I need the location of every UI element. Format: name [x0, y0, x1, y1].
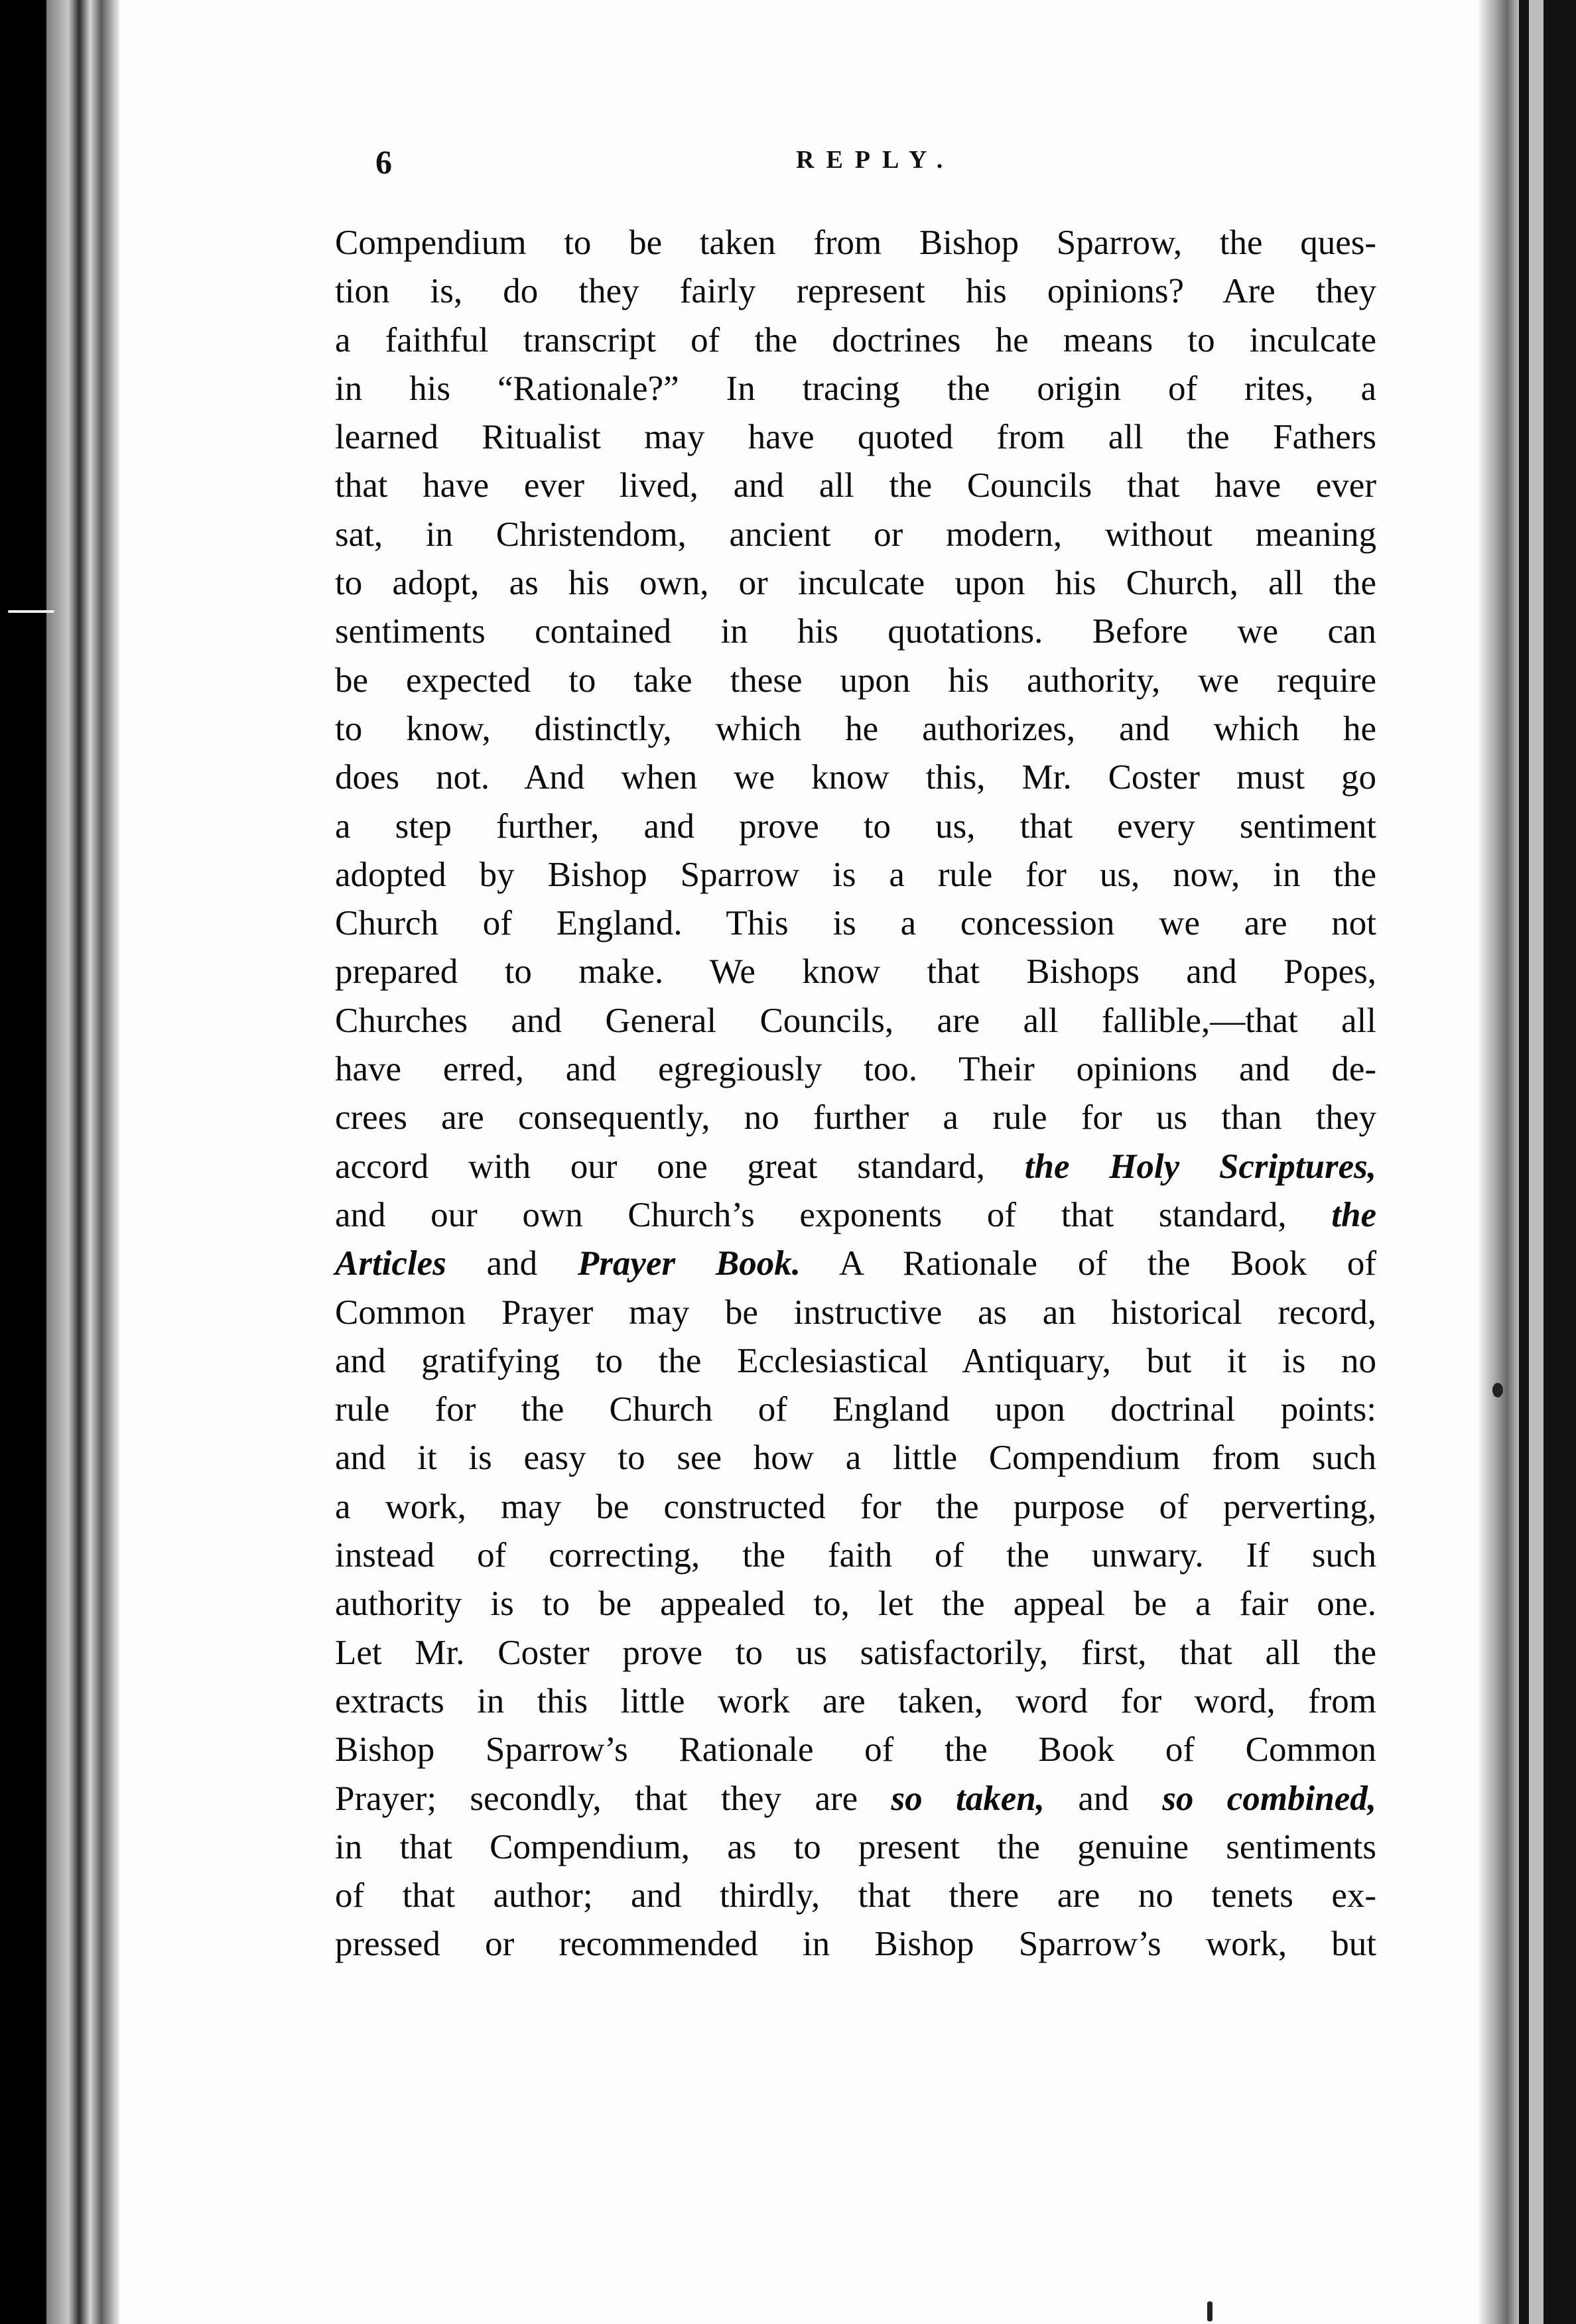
text-line-mixed	[335, 1240, 1376, 1288]
scan-left-shadow	[46, 0, 119, 2324]
text-run: and	[1078, 1779, 1129, 1818]
text-line: and it is easy to see how a little Compendium from such	[335, 1439, 1376, 1478]
running-title: REPLY.	[796, 146, 955, 174]
text-line: sentiments contained in his quotations. Before we can	[335, 612, 1376, 651]
text-line: instead of correcting, the faith of the unwary. If such	[335, 1536, 1376, 1575]
text-line: to know, distinctly, which he authorizes, and which he	[335, 709, 1376, 748]
text-line: a work, may be constructed for the purpose of perverting,	[335, 1487, 1376, 1526]
text-run: and	[486, 1244, 538, 1283]
text-line: a faithful transcript of the doctrines he means to inculcate	[335, 320, 1376, 359]
text-line-mixed	[335, 1191, 1376, 1240]
italic-run: so combined,	[1162, 1779, 1376, 1818]
text-line: Churches and General Councils, are all fallible,—that all	[335, 1001, 1376, 1040]
text-run: Prayer; secondly, that they are	[335, 1779, 858, 1818]
italic-run: so taken,	[891, 1779, 1045, 1818]
text-line: Let Mr. Coster prove to us satisfactorily, first, that all the	[335, 1633, 1376, 1672]
text-line: learned Ritualist may have quoted from all the Fathers	[335, 418, 1376, 457]
running-head	[252, 143, 1366, 189]
text-line: in his “Rationale?” In tracing the origin of rites, a	[335, 369, 1376, 408]
text-line: rule for the Church of England upon doctrinal points:	[335, 1390, 1376, 1429]
dust-speck	[8, 610, 54, 613]
text-run: accord with our one great standard,	[335, 1147, 986, 1186]
text-line: Bishop Sparrow’s Rationale of the Book of Common	[335, 1730, 1376, 1770]
text-line: pressed or recommended in Bishop Sparrow’s work, but	[335, 1925, 1376, 1964]
scan-right-strip	[1529, 0, 1543, 2324]
text-line: extracts in this little work are taken, word for word, from	[335, 1681, 1376, 1720]
italic-run: Prayer Book.	[577, 1244, 801, 1283]
scan-right-shadow	[1479, 0, 1519, 2324]
text-line: have erred, and egregiously too. Their opinions and de-	[335, 1050, 1376, 1089]
text-line: tion is, do they fairly represent his opinions? Are they	[335, 272, 1376, 311]
text-run: and our own Church’s exponents of that standard,	[335, 1195, 1287, 1234]
text-line: that have ever lived, and all the Councils that have ever	[335, 466, 1376, 505]
italic-run: Articles	[335, 1244, 446, 1283]
text-line-mixed	[335, 1143, 1376, 1191]
text-line: and gratifying to the Ecclesiastical Antiquary, but it is no	[335, 1341, 1376, 1380]
text-line: adopted by Bishop Sparrow is a rule for us, now, in the	[335, 855, 1376, 894]
text-line: be expected to take these upon his authority, we require	[335, 661, 1376, 700]
text-line: sat, in Christendom, ancient or modern, without meaning	[335, 515, 1376, 554]
text-line: does not. And when we know this, Mr. Coster must go	[335, 758, 1376, 797]
text-line: crees are consequently, no further a rule for us than they	[335, 1098, 1376, 1137]
text-line: to adopt, as his own, or inculcate upon his Church, all the	[335, 564, 1376, 603]
text-line: in that Compendium, as to present the genuine sentiments	[335, 1827, 1376, 1866]
text-line: Common Prayer may be instructive as an historical record,	[335, 1293, 1376, 1332]
text-line: Church of England. This is a concession we are not	[335, 904, 1376, 943]
italic-run: the Holy Scriptures,	[1024, 1147, 1376, 1186]
italic-run: the	[1331, 1195, 1376, 1234]
text-line: a step further, and prove to us, that every sentiment	[335, 807, 1376, 846]
page-number: 6	[375, 143, 392, 180]
scan-right-border	[1519, 0, 1576, 2324]
dust-speck	[1492, 1383, 1503, 1397]
text-line: of that author; and thirdly, that there are no tenets ex-	[335, 1876, 1376, 1915]
text-line: prepared to make. We know that Bishops and Popes,	[335, 952, 1376, 992]
text-line-mixed	[335, 1775, 1376, 1823]
text-line: authority is to be appealed to, let the appeal be a fair one.	[335, 1584, 1376, 1624]
text-line: Compendium to be taken from Bishop Sparrow, the ques-	[335, 224, 1376, 262]
body-text	[335, 219, 1376, 1969]
text-run: A Rationale of the Book of	[838, 1244, 1377, 1283]
dust-speck	[1207, 2301, 1213, 2321]
scan-left-border	[0, 0, 46, 2324]
